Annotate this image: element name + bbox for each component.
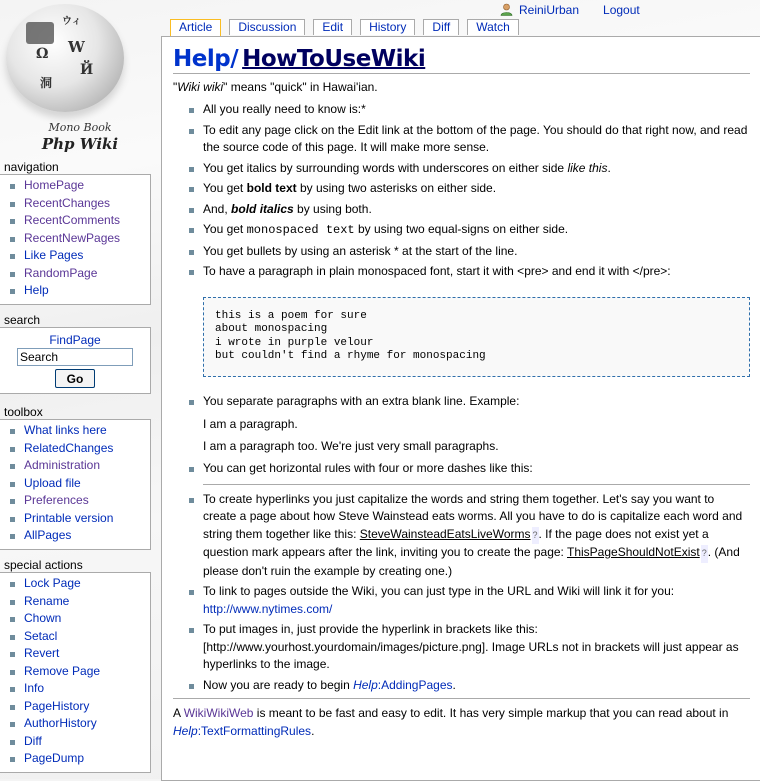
sidebar-item-help (24, 282, 150, 300)
tab-article[interactable]: Article (170, 19, 221, 37)
list-item (203, 460, 750, 478)
portlet-heading: toolbox (4, 405, 43, 419)
list-text: You get italics by surrounding words with underscores on either side (203, 160, 568, 175)
site-logo[interactable] (0, 0, 155, 158)
namespace-label: Help (353, 677, 378, 692)
portlet-heading: special actions (4, 558, 83, 572)
list-text: To create hyperlinks you just capitalize the words and string them together. Let's say you want to create a page about how Steve Wainstead eats worms. All you have to do is capitalize each word and string them together like this: (203, 491, 743, 541)
adding-pages-link[interactable] (353, 678, 452, 692)
list-text: by using both. (293, 201, 372, 216)
logout-link[interactable]: Logout (603, 3, 640, 17)
nav-link[interactable]: RecentChanges (24, 195, 111, 210)
list-item (203, 160, 750, 178)
example-paragraph: I am a paragraph. (203, 417, 298, 431)
page-tabs (170, 19, 527, 36)
link-text: :AddingPages (377, 677, 453, 692)
sidebar-item-likepages (24, 247, 150, 265)
nav-link[interactable]: RandomPage (24, 265, 98, 280)
italic-example: like this (567, 160, 608, 175)
toolbox-link[interactable]: Upload file (24, 475, 81, 490)
tab-diff[interactable]: Diff (423, 19, 459, 35)
list-item (203, 221, 750, 240)
go-button[interactable]: Go (55, 369, 95, 388)
sidebar-item-diff (24, 733, 150, 751)
list-item (203, 101, 750, 119)
list-text: You separate paragraphs with an extra blank line. Example: (203, 393, 520, 408)
personal-bar (500, 3, 640, 17)
list-text: You get (203, 181, 247, 195)
sidebar-item-revert (24, 645, 150, 663)
user-icon (500, 3, 513, 16)
nav-link[interactable]: HomePage (24, 178, 85, 192)
bold-example: bold text (246, 181, 297, 195)
list-text: You can get horizontal rules with four or more dashes like this: (203, 461, 533, 475)
bold-italic-example: bold italics (231, 201, 294, 216)
portlet-body (0, 572, 151, 773)
sidebar-item-upload-file (24, 475, 150, 493)
sidebar-item-administration (24, 457, 150, 475)
footer-text: . (311, 723, 315, 738)
horizontal-rule (203, 484, 750, 485)
list-item (203, 180, 750, 198)
sidebar-item-authorhistory (24, 715, 150, 733)
help-list (173, 101, 750, 478)
tab-discussion[interactable]: Discussion (229, 19, 305, 35)
wikiwikiweb-link[interactable]: WikiWikiWeb (183, 706, 254, 720)
action-link[interactable]: Revert (24, 646, 60, 660)
sidebar-item-rename (24, 593, 150, 611)
globe-puzzle-icon (6, 4, 124, 112)
list-item (203, 393, 750, 455)
toolbox-link[interactable]: Administration (24, 458, 101, 472)
logo-glyph: 洞 (40, 76, 53, 90)
list-item (203, 491, 750, 581)
logo-title: Php Wiki (41, 135, 119, 153)
list-text: . (452, 677, 456, 692)
action-link[interactable]: Info (24, 681, 45, 695)
navigation-portlet (0, 160, 151, 305)
parent-page-link[interactable]: Help/ (173, 46, 239, 72)
footer-paragraph (173, 705, 750, 740)
logo-glyph: W (68, 38, 85, 56)
list-text: . (607, 160, 611, 175)
content-area (161, 36, 760, 781)
action-link[interactable]: Lock Page (24, 576, 81, 590)
missing-puzzle-piece (26, 22, 54, 44)
portlet-body (0, 174, 151, 305)
logo-subtitle: Mono Book (48, 121, 112, 134)
sidebar-item-setacl (24, 628, 150, 646)
list-text: And, (203, 201, 232, 216)
intro-text: " means "quick" in Hawai'ian. (223, 80, 378, 94)
portlet-heading: navigation (4, 160, 59, 174)
list-text: To link to pages outside the Wiki, you can just type in the URL and Wiki will link it for you: (203, 584, 675, 598)
list-text: Now you are ready to begin (203, 677, 354, 692)
logo-glyph: Ω (36, 46, 49, 62)
toolbox-portlet (0, 405, 151, 550)
unknown-page-link[interactable]: SteveWainsteadEatsLiveWorms (359, 526, 531, 541)
example-paragraph: I am a paragraph too. We're just very small paragraphs. (203, 439, 499, 453)
list-item (203, 677, 750, 695)
nav-link[interactable]: RecentNewPages (24, 230, 121, 245)
text-formatting-rules-link[interactable] (173, 724, 311, 738)
special-actions-portlet (0, 558, 151, 773)
list-item (203, 621, 750, 674)
list-item (203, 243, 750, 261)
list-text: . If the page does not exist yet a question mark appears after the link, inviting you to create the page: (203, 526, 709, 559)
nav-link[interactable]: Like Pages (24, 248, 84, 262)
list-text: You get (203, 222, 247, 236)
list-item (203, 583, 750, 618)
list-text: All you really need to know is:* (203, 102, 366, 116)
toolbox-link[interactable]: Preferences (24, 493, 89, 507)
external-link[interactable]: http://www.nytimes.com/ (203, 601, 333, 616)
portlet-body (0, 327, 151, 394)
list-text: To edit any page click on the Edit link at the bottom of the page. You should do that right now, and read the source code of this page. It will make more sense. (203, 122, 748, 154)
sidebar-item-what-links-here (24, 422, 150, 440)
list-text: You get bullets by using an asterisk * at the start of the line. (203, 243, 518, 258)
sidebar-item-info (24, 680, 150, 698)
sidebar-item-chown (24, 610, 150, 628)
findpage-link[interactable]: FindPage (49, 333, 101, 347)
namespace-label: Help (173, 723, 198, 738)
toolbox-link[interactable]: Printable version (24, 510, 114, 525)
toolbox-link[interactable]: RelatedChanges (24, 440, 114, 455)
logo-glyph: Й (80, 62, 94, 78)
sidebar-item-pagehistory (24, 698, 150, 716)
sidebar-item-printable-version (24, 510, 150, 528)
backlinks-title-link[interactable]: HowToUseWiki (242, 46, 426, 72)
action-link[interactable]: PageHistory (24, 698, 90, 713)
sidebar-item-homepage (24, 177, 150, 195)
action-link[interactable]: Rename (24, 593, 70, 608)
create-page-link[interactable]: ? (532, 527, 539, 545)
list-text: To put images in, just provide the hyperlink in brackets like this: [http://www.yourhost.yourdomain/images/picture.png]. Image URLs not in brackets will just appear as hyperlinks to the image. (203, 622, 739, 671)
list-text: To have a paragraph in plain monospaced font, start it with <pre> and end it with </pre>: (203, 264, 671, 278)
sidebar-item-pagedump (24, 750, 150, 768)
list-item (203, 201, 750, 219)
nav-link[interactable]: Help (24, 283, 49, 297)
footer-text: A (173, 706, 184, 720)
sidebar-item-lock-page (24, 575, 150, 593)
toolbox-link[interactable]: AllPages (24, 528, 72, 542)
action-link[interactable]: AuthorHistory (24, 716, 97, 730)
user-link[interactable]: ReiniUrban (519, 3, 580, 17)
link-text: :TextFormattingRules (197, 723, 312, 738)
sidebar-item-recentnewpages (24, 230, 150, 248)
horizontal-rule (173, 698, 750, 699)
sidebar-item-allpages (24, 527, 150, 545)
sidebar-item-preferences (24, 492, 150, 510)
search-portlet (0, 313, 151, 394)
action-link[interactable]: Setacl (24, 628, 58, 643)
action-link[interactable]: Chown (24, 611, 62, 625)
sidebar-item-recentchanges (24, 195, 150, 213)
intro-italic: Wiki wiki (177, 80, 224, 94)
action-link[interactable]: Remove Page (24, 663, 101, 678)
sidebar-item-recentcomments (24, 212, 150, 230)
action-link[interactable]: PageDump (24, 751, 85, 765)
preformatted-block: this is a poem for sure about monospacing i wrote in purple velour but couldn't find a rhyme for monospacing (203, 297, 750, 377)
sidebar-item-relatedchanges (24, 440, 150, 458)
list-text: . (And please don't ruin the example by creating one.) (203, 545, 740, 578)
footer-text: is meant to be fast and easy to edit. It has very simple markup that you can read about in (253, 706, 729, 720)
list-item (203, 122, 750, 157)
sidebar-item-randompage (24, 265, 150, 283)
page-title (173, 45, 750, 74)
list-text: by using two asterisks on either side. (296, 181, 497, 195)
action-link[interactable]: Diff (24, 733, 42, 748)
list-item (203, 263, 750, 377)
portlet-heading: search (4, 313, 41, 327)
tab-edit[interactable]: Edit (313, 19, 352, 35)
intro-paragraph: "Wiki wiki" means "quick" in Hawai'ian. (173, 80, 378, 94)
help-list-continued (173, 491, 750, 695)
tab-history[interactable]: History (360, 19, 415, 35)
tab-watch[interactable]: Watch (467, 19, 519, 35)
toolbox-link[interactable]: What links here (24, 423, 107, 437)
sidebar-item-remove-page (24, 663, 150, 681)
create-page-link[interactable]: ? (701, 545, 708, 563)
logo-glyph: ウィ (62, 16, 82, 27)
unknown-page-link[interactable]: ThisPageShouldNotExist (567, 545, 700, 559)
monospace-example: monospaced text (246, 223, 355, 237)
search-input[interactable] (17, 348, 133, 366)
list-text: by using two equal-signs on either side. (354, 222, 569, 236)
nav-link[interactable]: RecentComments (24, 213, 121, 227)
portlet-body (0, 419, 151, 550)
